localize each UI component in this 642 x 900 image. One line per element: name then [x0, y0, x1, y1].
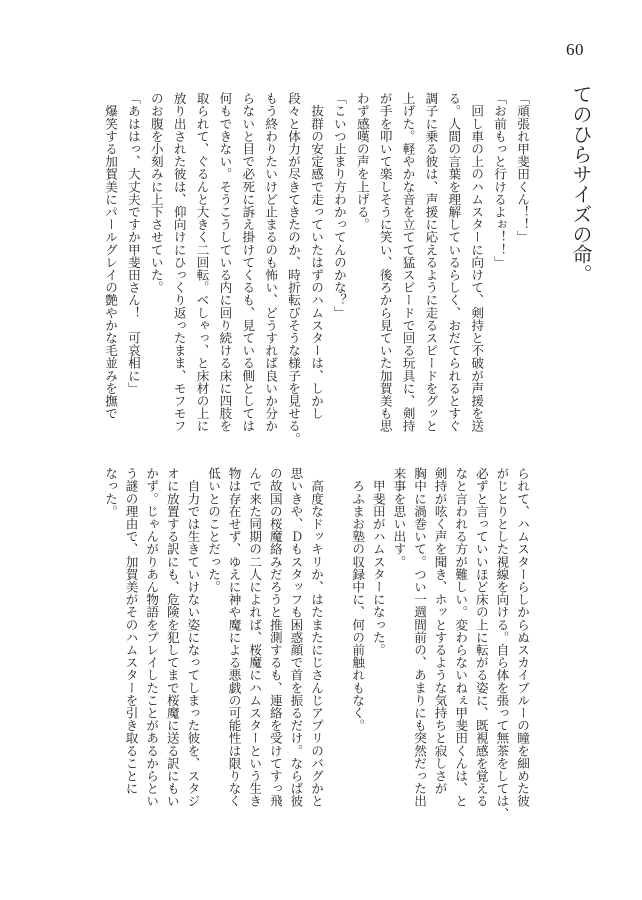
text-column: なった。 — [103, 467, 118, 518]
text-column: 取られて、ぐるんと大きく二回転。べしゃっ、と床材の上に — [194, 92, 210, 433]
text-column: が手を叩いて楽しそうに笑い、後ろから見ていた加賀美も思 — [377, 92, 393, 433]
text-column: かず。じゃんがりあん物語をプレイしたことがあるからとい — [144, 467, 160, 808]
text-column: 爆笑する加賀美にパールグレイの艶やかな毛並みを撫で — [103, 92, 118, 420]
chapter-title: てのひらサイズの命。 — [569, 84, 593, 284]
text-column: 「お前もっと行けるよぉ！！」 — [492, 92, 508, 269]
text-column: 調子に乗る彼は、声援に応えるように走るスピードをグッと — [423, 92, 439, 433]
text-column: オに放置する訳にも、危険を犯してまで桜魔に送る訳にもい — [164, 467, 180, 808]
text-column: 甲斐田がハムスターになった。 — [370, 467, 386, 656]
text-column: 抜群の安定感で走っていたはずのハムスターは、しかし — [309, 92, 324, 420]
text-column: 上げた。軽やかな音を立てて猛スピードで回る玩具に、剣持 — [400, 92, 416, 433]
text-column: 回し車の上のハムスターに向けて、剣持と不破が声援を送 — [469, 92, 485, 433]
text-column: 段々と体力が尽きてきたのか、時折転びそうな様子を見せる。 — [286, 92, 302, 445]
text-column: のお腹を小刻みに上下させていた。 — [148, 92, 164, 294]
text-column: 胸中に渦巻いて。つい一週間前の、あまりにも突然だった出 — [412, 467, 427, 808]
text-column: がじとりとした視線を向ける。自ら体を張って無茶をしては、 — [494, 467, 510, 820]
text-column: 「あははっ、大丈夫ですか甲斐田さん！ 可哀相に」 — [125, 92, 141, 395]
text-column: る。人間の言葉を理解しているらしく、おだてられるとすぐ — [446, 92, 462, 433]
text-column: の故国の桜魔絡みだろうと推測するも、連絡を受けてすっ飛 — [267, 467, 283, 808]
text-column: もう終わりたいけど止まるのも怖い、どうすれば良いか分か — [263, 92, 279, 433]
text-column: られて、ハムスターらしからぬスカイブルーの瞳を細めた彼 — [515, 467, 530, 808]
text-column: 放り出された彼は、仰向けにひっくり返ったまま、モフモフ — [171, 92, 187, 433]
text-column: 剣持が呟く声を聞き、ホッとするような気持ちと寂しさが — [432, 467, 448, 795]
text-column: らないと目で必死に訴え掛けてくるも、見ている側としては — [240, 92, 256, 433]
text-column: んで来た同期の二人によれば、桜魔にハムスターという生き — [247, 467, 263, 808]
text-column: ろふまお塾の収録中に、何の前触れもなく。 — [350, 467, 366, 732]
text-column: 「頑張れ甲斐田くん！！」 — [515, 92, 530, 244]
text-column: 「こいつ止まり方わかってんのかな？」 — [331, 92, 347, 319]
text-column: 低いとのことだった。 — [206, 467, 221, 593]
text-column: 高度なドッキリか、はたまたにじさんじアプリのバグかと — [309, 467, 324, 808]
text-column: 思いきや、Ｄもスタッフも困惑顔で首を振るだけ。ならば彼 — [288, 467, 304, 808]
text-column: 来事を思い出す。 — [391, 467, 407, 568]
text-column: 必ずと言っていいほど床の上に転がる姿に、既視感を覚える — [473, 467, 489, 808]
page-number: 60 — [566, 40, 584, 59]
text-column: う謎の理由で、加賀美がそのハムスターを引き取ることに — [123, 467, 139, 795]
text-column: 自力では生きていけない姿になってしまった彼を、スタジ — [185, 467, 201, 808]
text-column: なと言われる方が難しい。変わらないねぇ甲斐田くんは、と — [453, 467, 469, 808]
text-column: わず感嘆の声を上げる。 — [354, 92, 370, 231]
text-column: 何もできない。そうこうしている内に回り続ける床に四肢を — [217, 92, 233, 433]
text-column: 物は存在せず、ゆえに神や魔による悪戯の可能性は限りなく — [226, 467, 242, 808]
